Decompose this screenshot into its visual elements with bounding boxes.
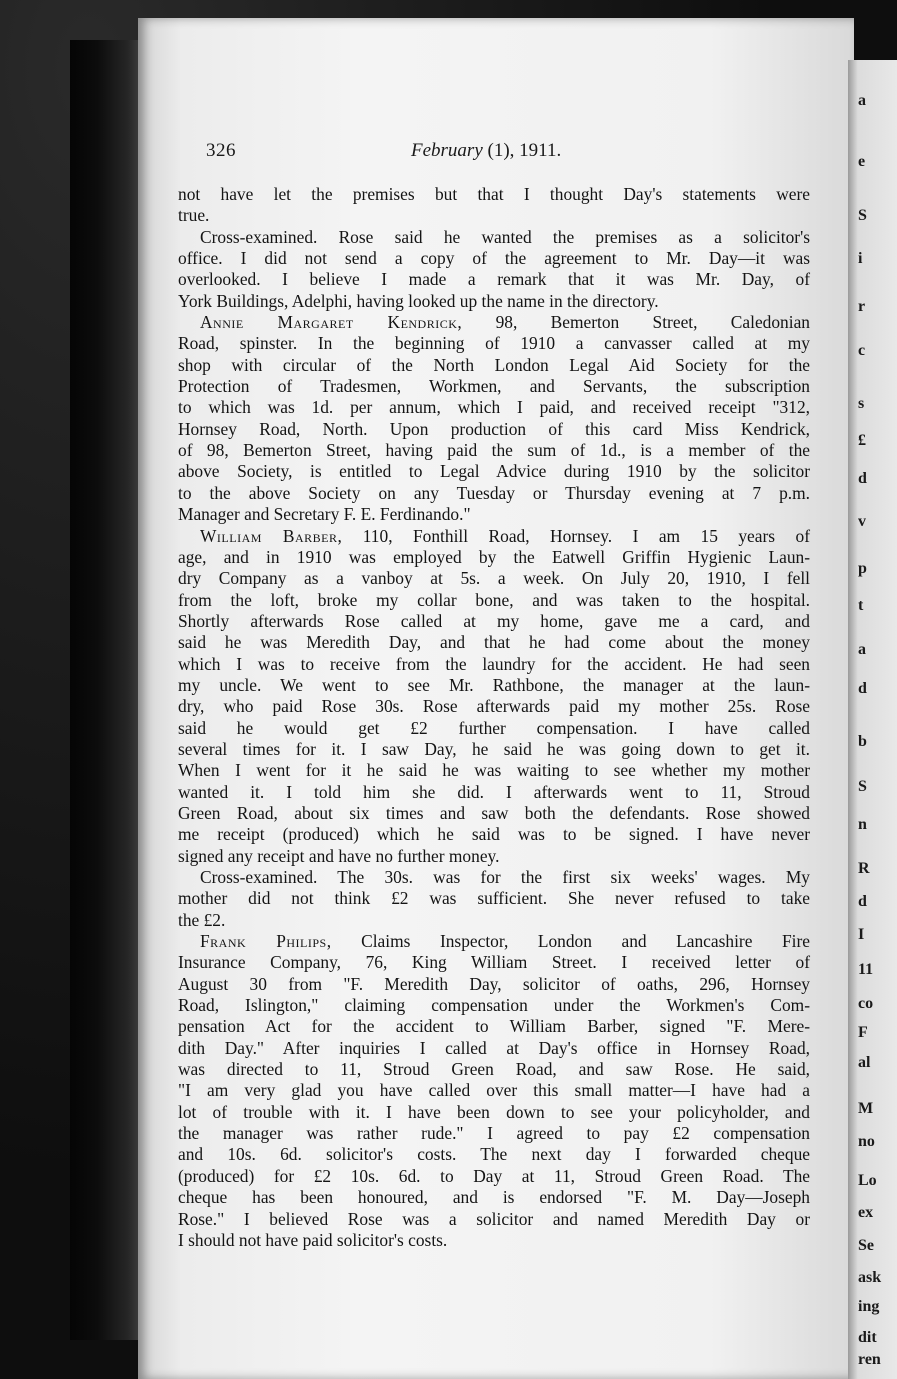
- line-text: and 10s. 6d. solicitor's costs. The next day I forwarded cheque: [178, 1144, 810, 1165]
- line-text: age, and in 1910 was employed by the Eatwell Griffin Hygienic Laun-: [178, 546, 810, 567]
- line-text: Insurance Company, 76, King William Street. I received letter of: [178, 952, 810, 973]
- line-text: signed any receipt and have no further money.: [178, 845, 500, 866]
- line-text: lot of trouble with it. I have been down to see your policyholder, and: [178, 1101, 810, 1122]
- facing-fragment: Lo: [858, 1172, 877, 1189]
- text-line: [178, 824, 810, 845]
- facing-fragment: M: [858, 1100, 874, 1117]
- line-text: Green Road, about six times and saw both the defendants. Rose showed: [178, 802, 810, 823]
- facing-fragment: t: [858, 597, 864, 614]
- line-text: cheque has been honoured, and is endorsed "F. M. Day—Joseph: [178, 1187, 810, 1208]
- line-text: above Society, is entitled to Legal Advice during 1910 by the solicitor: [178, 461, 810, 482]
- facing-fragment: 11: [858, 961, 874, 978]
- facing-fragment: d: [858, 470, 867, 487]
- witness-name: Frank Philips,: [200, 931, 332, 952]
- facing-fragment: S: [858, 778, 867, 795]
- line-text: dry, who paid Rose 30s. Rose afterwards paid my mother 25s. Rose: [178, 696, 810, 717]
- running-head-date: (1), 1911.: [482, 140, 562, 161]
- text-line: [178, 1102, 810, 1123]
- line-text: "I am very glad you have called over this small matter—I have had a: [178, 1080, 810, 1101]
- facing-fragment: ex: [858, 1204, 874, 1221]
- line-text: Protection of Tradesmen, Workmen, and Servants, the subscription: [178, 376, 810, 397]
- line-text: York Buildings, Adelphi, having looked up the name in the directory.: [178, 290, 659, 311]
- line-text: Road, spinster. In the beginning of 1910 a canvasser called at my: [178, 333, 810, 354]
- text-line: [178, 526, 810, 547]
- text-line: [178, 1038, 810, 1059]
- line-text: 110, Fonthill Road, Hornsey. I am 15 years of: [342, 525, 810, 546]
- line-text: overlooked. I believe I made a remark that it was Mr. Day, of: [178, 269, 810, 290]
- facing-fragment: S: [858, 207, 867, 224]
- line-text: not have let the premises but that I thought Day's statements were: [178, 184, 810, 204]
- line-text: shop with circular of the North London Legal Aid Society for the: [178, 354, 810, 375]
- facing-fragment: c: [858, 342, 866, 359]
- line-text: wanted it. I told him she did. I afterwards went to 11, Stroud: [178, 781, 810, 802]
- book-spine: [70, 40, 138, 1340]
- line-text: dith Day." After inquiries I called at Day's office in Hornsey Road,: [178, 1037, 810, 1058]
- text-line: [178, 312, 810, 333]
- text-line: [178, 547, 810, 568]
- text-line: [178, 846, 810, 867]
- line-text: Hornsey Road, North. Upon production of this card Miss Kendrick,: [178, 418, 810, 439]
- facing-fragment: d: [858, 893, 867, 910]
- facing-fragment: al: [858, 1054, 871, 1071]
- line-text: from the loft, broke my collar bone, and was taken to the hospital.: [178, 589, 810, 610]
- text-line: [178, 1080, 810, 1101]
- facing-fragment: b: [858, 733, 867, 750]
- facing-fragment: I: [858, 926, 865, 943]
- text-line: [178, 248, 810, 269]
- text-line: [178, 782, 810, 803]
- line-text: me receipt (produced) which he said was to be signed. I have never: [178, 824, 810, 845]
- line-text: which I was to receive from the laundry for the accident. He had seen: [178, 653, 810, 674]
- text-line: [178, 483, 810, 504]
- line-text: 98, Bemerton Street, Caledonian: [462, 312, 810, 333]
- text-line: [178, 867, 810, 888]
- text-line: [178, 739, 810, 760]
- line-text: my uncle. We went to see Mr. Rathbone, the manager at the laun-: [178, 674, 810, 695]
- text-line: [178, 376, 810, 397]
- text-line: [178, 355, 810, 376]
- text-line: [178, 504, 810, 525]
- line-text: mother did not think £2 was sufficient. She never refused to take: [178, 888, 810, 909]
- text-line: [178, 1059, 810, 1080]
- text-line: [178, 291, 810, 312]
- page-header: [206, 140, 846, 170]
- line-text: said he would get £2 further compensation. I have called: [178, 717, 810, 738]
- line-text: said he was Meredith Day, and that he had come about the money: [178, 632, 810, 653]
- text-line: [178, 227, 810, 248]
- text-line: [178, 888, 810, 909]
- line-text: to the above Society on any Tuesday or Thursday evening at 7 p.m.: [178, 482, 810, 503]
- line-text: of 98, Bemerton Street, having paid the sum of 1d., is a member of the: [178, 440, 810, 461]
- line-text: true.: [178, 205, 210, 226]
- text-line: [178, 1016, 810, 1037]
- text-line: [178, 931, 810, 952]
- text-line: [178, 333, 810, 354]
- line-text: to which was 1d. per annum, which I paid, and received receipt "312,: [178, 397, 810, 418]
- text-line: [178, 654, 810, 675]
- facing-fragment: £: [858, 432, 866, 449]
- text-line: [178, 184, 810, 205]
- line-text: I should not have paid solicitor's costs.: [178, 1229, 448, 1250]
- line-text: pensation Act for the accident to William Barber, signed "F. Mere-: [178, 1016, 810, 1037]
- line-text: Shortly afterwards Rose called at my home, gave me a card, and: [178, 610, 810, 631]
- text-line: [178, 1209, 810, 1230]
- text-line: [178, 1187, 810, 1208]
- facing-fragment: a: [858, 641, 866, 658]
- text-line: [178, 1123, 810, 1144]
- text-line: [178, 590, 810, 611]
- text-line: [178, 718, 810, 739]
- facing-fragment: no: [858, 1133, 875, 1150]
- facing-fragment: n: [858, 816, 867, 833]
- text-line: [178, 952, 810, 973]
- line-text: Claims Inspector, London and Lancashire Fire: [331, 931, 810, 952]
- running-head-month: February: [411, 140, 483, 161]
- facing-fragment: d: [858, 680, 867, 697]
- text-line: [178, 803, 810, 824]
- facing-fragment: i: [858, 250, 863, 267]
- line-text: the £2.: [178, 909, 226, 930]
- text-line: [178, 205, 810, 226]
- facing-fragment: e: [858, 153, 866, 170]
- text-line: [178, 397, 810, 418]
- facing-fragment: ing: [858, 1298, 880, 1315]
- text-line: [178, 1144, 810, 1165]
- running-head: [411, 140, 561, 162]
- text-line: [178, 675, 810, 696]
- text-line: [178, 760, 810, 781]
- text-line: [178, 461, 810, 482]
- text-line: [178, 910, 810, 931]
- line-text: Cross-examined. Rose said he wanted the premises as a solicitor's: [200, 226, 810, 247]
- text-line: [178, 1166, 810, 1187]
- line-text: Manager and Secretary F. E. Ferdinando.": [178, 504, 471, 525]
- facing-fragment: ren: [858, 1351, 881, 1368]
- page-number: 326: [206, 140, 236, 161]
- facing-fragment: R: [858, 860, 870, 877]
- facing-fragment: F: [858, 1024, 868, 1041]
- text-line: [178, 440, 810, 461]
- line-text: Rose." I believed Rose was a solicitor and named Meredith Day or: [178, 1208, 810, 1229]
- line-text: dry Company as a vanboy at 5s. a week. On July 20, 1910, I fell: [178, 568, 810, 589]
- line-text: Cross-examined. The 30s. was for the first six weeks' wages. My: [200, 867, 810, 887]
- body-text: [178, 184, 810, 1251]
- witness-name: William Barber,: [200, 525, 343, 546]
- line-text: August 30 from "F. Meredith Day, solicitor of oaths, 296, Hornsey: [178, 973, 810, 994]
- facing-fragment: a: [858, 92, 866, 109]
- facing-fragment: p: [858, 560, 867, 577]
- line-text: was directed to 11, Stroud Green Road, and saw Rose. He said,: [178, 1059, 810, 1080]
- facing-fragment: dit: [858, 1329, 877, 1346]
- line-text: office. I did not send a copy of the agreement to Mr. Day—it was: [178, 248, 810, 269]
- text-line: [178, 696, 810, 717]
- facing-fragment: Se: [858, 1237, 874, 1254]
- text-line: [178, 419, 810, 440]
- witness-name: Annie Margaret Kendrick,: [200, 312, 463, 333]
- text-line: [178, 568, 810, 589]
- line-text: When I went for it he said he was waiting to see whether my mother: [178, 760, 810, 781]
- facing-fragment: r: [858, 298, 866, 315]
- facing-fragment: ask: [858, 1269, 882, 1286]
- text-line: [178, 995, 810, 1016]
- text-line: [178, 1230, 810, 1251]
- facing-fragment: co: [858, 995, 874, 1012]
- line-text: several times for it. I saw Day, he said he was going down to get it.: [178, 738, 810, 759]
- facing-page-text: [858, 0, 897, 1379]
- text-line: [178, 611, 810, 632]
- text-line: [178, 269, 810, 290]
- line-text: Road, Islington," claiming compensation under the Workmen's Com-: [178, 995, 810, 1016]
- facing-fragment: s: [858, 395, 865, 412]
- text-line: [178, 974, 810, 995]
- line-text: the manager was rather rude." I agreed to pay £2 compensation: [178, 1123, 810, 1144]
- line-text: (produced) for £2 10s. 6d. to Day at 11, Stroud Green Road. The: [178, 1165, 810, 1186]
- text-line: [178, 632, 810, 653]
- facing-fragment: v: [858, 513, 866, 530]
